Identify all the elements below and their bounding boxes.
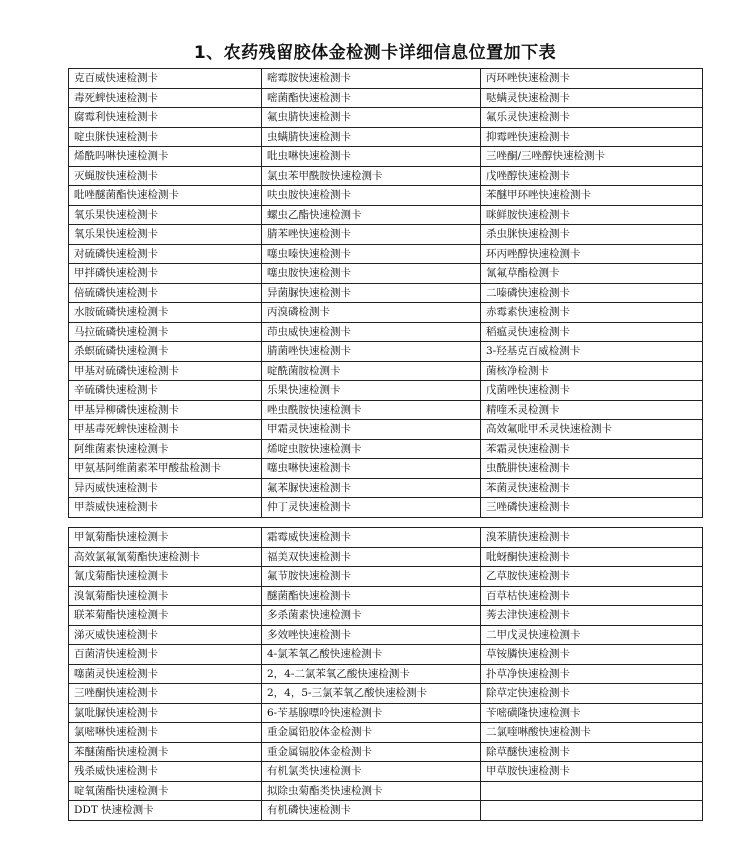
table-row bbox=[69, 586, 703, 606]
table-row bbox=[69, 381, 703, 401]
table-cell: 乐果快速检测卡 bbox=[262, 381, 481, 401]
table-row bbox=[69, 684, 703, 704]
table-cell: 哒螨灵快速检测卡 bbox=[481, 88, 703, 108]
table-cell: 腐霉利快速检测卡 bbox=[69, 108, 262, 128]
table-cell: 涕灭威快速检测卡 bbox=[69, 625, 262, 645]
table-cell: 丙环唑快速检测卡 bbox=[481, 69, 703, 89]
table-cell: 氯吡脲快速检测卡 bbox=[69, 703, 262, 723]
table-row bbox=[69, 664, 703, 684]
table-cell: 氰戊菊酯快速检测卡 bbox=[69, 567, 262, 587]
table-row bbox=[69, 781, 703, 801]
table-cell: 毒死蜱快速检测卡 bbox=[69, 88, 262, 108]
table-cell: 多效唑快速检测卡 bbox=[262, 625, 481, 645]
table-cell: 虫酰肼快速检测卡 bbox=[481, 459, 703, 479]
table-row bbox=[69, 528, 703, 548]
table-cell: 水胺硫磷快速检测卡 bbox=[69, 303, 262, 323]
table-row bbox=[69, 567, 703, 587]
table-cell: 甲基毒死蜱快速检测卡 bbox=[69, 420, 262, 440]
table-row bbox=[69, 742, 703, 762]
table-row bbox=[69, 244, 703, 264]
table-cell: 高效氯氟氰菊酯快速检测卡 bbox=[69, 547, 262, 567]
detection-card-table-1 bbox=[68, 68, 703, 518]
table-cell: 苄嘧磺隆快速检测卡 bbox=[481, 703, 703, 723]
table-cell: 联苯菊酯快速检测卡 bbox=[69, 606, 262, 626]
table-cell: 拟除虫菊酯类快速检测卡 bbox=[262, 781, 481, 801]
table-cell: 虫螨腈快速检测卡 bbox=[262, 127, 481, 147]
table-cell: 乙草胺快速检测卡 bbox=[481, 567, 703, 587]
table-cell: 噻虫胺快速检测卡 bbox=[262, 264, 481, 284]
table-cell: 马拉硫磷快速检测卡 bbox=[69, 322, 262, 342]
table-cell: 异菌脲快速检测卡 bbox=[262, 283, 481, 303]
table-cell: 扑草净快速检测卡 bbox=[481, 664, 703, 684]
table-cell: 螺虫乙酯快速检测卡 bbox=[262, 205, 481, 225]
table-cell: 腈苯唑快速检测卡 bbox=[262, 225, 481, 245]
table-cell: 甲萘威快速检测卡 bbox=[69, 498, 262, 518]
table-cell: 呋虫胺快速检测卡 bbox=[262, 186, 481, 206]
table-cell: 3-羟基克百威检测卡 bbox=[481, 342, 703, 362]
table-cell: 百草枯快速检测卡 bbox=[481, 586, 703, 606]
table-cell: 氧乐果快速检测卡 bbox=[69, 205, 262, 225]
table-row bbox=[69, 801, 703, 821]
table-cell: 苯菌灵快速检测卡 bbox=[481, 478, 703, 498]
table-cell: 苯醚菌酯快速检测卡 bbox=[69, 742, 262, 762]
table-cell: 三唑酮快速检测卡 bbox=[69, 684, 262, 704]
table-cell: 咪鲜胺快速检测卡 bbox=[481, 205, 703, 225]
table-cell: 辛硫磷快速检测卡 bbox=[69, 381, 262, 401]
table-cell: 腈菌唑快速检测卡 bbox=[262, 342, 481, 362]
table-cell: 环丙唑醇快速检测卡 bbox=[481, 244, 703, 264]
table-cell: 嘧菌酯快速检测卡 bbox=[262, 88, 481, 108]
table-cell: 百菌清快速检测卡 bbox=[69, 645, 262, 665]
table-cell: 氟苯脲快速检测卡 bbox=[262, 478, 481, 498]
table-row bbox=[69, 478, 703, 498]
table-row bbox=[69, 625, 703, 645]
table-cell bbox=[481, 781, 703, 801]
table-cell: 氰氟草酯检测卡 bbox=[481, 264, 703, 284]
table-cell: 烯酰吗啉快速检测卡 bbox=[69, 147, 262, 167]
table-cell: 阿维菌素快速检测卡 bbox=[69, 439, 262, 459]
table-row bbox=[69, 498, 703, 518]
table-cell: 霜霉威快速检测卡 bbox=[262, 528, 481, 548]
table-cell: 戊菌唑快速检测卡 bbox=[481, 381, 703, 401]
table-cell: 唑虫酰胺快速检测卡 bbox=[262, 400, 481, 420]
detection-card-table-2 bbox=[68, 527, 703, 821]
table-cell: 异丙威快速检测卡 bbox=[69, 478, 262, 498]
table-cell: 除草定快速检测卡 bbox=[481, 684, 703, 704]
table-cell: 氟虫腈快速检测卡 bbox=[262, 108, 481, 128]
table-row bbox=[69, 762, 703, 782]
table-cell: 有机氯类快速检测卡 bbox=[262, 762, 481, 782]
table-cell: 氟节胺快速检测卡 bbox=[262, 567, 481, 587]
table-cell: 啶氧菌酯快速检测卡 bbox=[69, 781, 262, 801]
table-row bbox=[69, 88, 703, 108]
table-row bbox=[69, 127, 703, 147]
table-row bbox=[69, 606, 703, 626]
table-cell: 倍硫磷快速检测卡 bbox=[69, 283, 262, 303]
table-cell: 甲拌磷快速检测卡 bbox=[69, 264, 262, 284]
table-cell: 多杀菌素快速检测卡 bbox=[262, 606, 481, 626]
table-cell: 抑霉唑快速检测卡 bbox=[481, 127, 703, 147]
table-cell: 残杀威快速检测卡 bbox=[69, 762, 262, 782]
page-title: 1、农药残留胶体金检测卡详细信息位置加下表 bbox=[193, 43, 557, 63]
table-row bbox=[69, 108, 703, 128]
table-cell: 二甲戊灵快速检测卡 bbox=[481, 625, 703, 645]
table-cell: 除草醚快速检测卡 bbox=[481, 742, 703, 762]
table-cell: 4-氯苯氧乙酸快速检测卡 bbox=[262, 645, 481, 665]
table-cell: 烯啶虫胺快速检测卡 bbox=[262, 439, 481, 459]
table-row bbox=[69, 361, 703, 381]
table-row bbox=[69, 645, 703, 665]
table-cell: 灭蝇胺快速检测卡 bbox=[69, 166, 262, 186]
table-cell: 醚菌酯快速检测卡 bbox=[262, 586, 481, 606]
table-cell: 6-苄基腺嘌呤快速检测卡 bbox=[262, 703, 481, 723]
table-cell: 嘧霉胺快速检测卡 bbox=[262, 69, 481, 89]
table-row bbox=[69, 225, 703, 245]
table-cell: 赤霉素快速检测卡 bbox=[481, 303, 703, 323]
table-row bbox=[69, 439, 703, 459]
table-cell: 苯霜灵快速检测卡 bbox=[481, 439, 703, 459]
table-cell: 二嗪磷快速检测卡 bbox=[481, 283, 703, 303]
table-cell: 克百威快速检测卡 bbox=[69, 69, 262, 89]
table-cell: 对硫磷快速检测卡 bbox=[69, 244, 262, 264]
table-cell: 三唑磷快速检测卡 bbox=[481, 498, 703, 518]
table-cell: 溴氰菊酯快速检测卡 bbox=[69, 586, 262, 606]
table-cell: 甲氰菊酯快速检测卡 bbox=[69, 528, 262, 548]
table-row bbox=[69, 205, 703, 225]
table-cell: 莠去津快速检测卡 bbox=[481, 606, 703, 626]
table-cell: 2，4，5-三氯苯氧乙酸快速检测卡 bbox=[262, 684, 481, 704]
table-cell: 氟乐灵快速检测卡 bbox=[481, 108, 703, 128]
table-cell: 丙溴磷检测卡 bbox=[262, 303, 481, 323]
table-row bbox=[69, 459, 703, 479]
table-cell: 啶酰菌胺检测卡 bbox=[262, 361, 481, 381]
table-cell: 溴苯腈快速检测卡 bbox=[481, 528, 703, 548]
table-cell: 精喹禾灵检测卡 bbox=[481, 400, 703, 420]
table-cell: 甲霜灵快速检测卡 bbox=[262, 420, 481, 440]
table-row bbox=[69, 703, 703, 723]
table-cell: 甲草胺快速检测卡 bbox=[481, 762, 703, 782]
table-cell: 甲氨基阿维菌素苯甲酸盐检测卡 bbox=[69, 459, 262, 479]
table-cell: 杀虫脒快速检测卡 bbox=[481, 225, 703, 245]
table-cell: DDT 快速检测卡 bbox=[69, 801, 262, 821]
table-cell: 重金属镉胶体金检测卡 bbox=[262, 742, 481, 762]
table-cell: 啶虫脒快速检测卡 bbox=[69, 127, 262, 147]
table-cell: 2，4-二氯苯氧乙酸快速检测卡 bbox=[262, 664, 481, 684]
table-cell: 甲基对硫磷快速检测卡 bbox=[69, 361, 262, 381]
table-cell: 稻瘟灵快速检测卡 bbox=[481, 322, 703, 342]
table-row bbox=[69, 342, 703, 362]
table-cell: 氯嘧啉快速检测卡 bbox=[69, 723, 262, 743]
table-cell: 三唑酮/三唑醇快速检测卡 bbox=[481, 147, 703, 167]
table-cell: 氯虫苯甲酰胺快速检测卡 bbox=[262, 166, 481, 186]
table-cell: 二氯喹啉酸快速检测卡 bbox=[481, 723, 703, 743]
table-cell: 氧乐果快速检测卡 bbox=[69, 225, 262, 245]
table-cell: 噻虫啉快速检测卡 bbox=[262, 459, 481, 479]
table-cell: 高效氟吡甲禾灵快速检测卡 bbox=[481, 420, 703, 440]
table-cell: 甲基异柳磷快速检测卡 bbox=[69, 400, 262, 420]
table-cell: 有机磷快速检测卡 bbox=[262, 801, 481, 821]
table-row bbox=[69, 547, 703, 567]
table-row bbox=[69, 322, 703, 342]
table-row bbox=[69, 264, 703, 284]
table-cell: 吡蚜酮快速检测卡 bbox=[481, 547, 703, 567]
table-cell: 噻菌灵快速检测卡 bbox=[69, 664, 262, 684]
table-cell: 草铵膦快速检测卡 bbox=[481, 645, 703, 665]
table-row bbox=[69, 147, 703, 167]
table-cell: 福美双快速检测卡 bbox=[262, 547, 481, 567]
table-row bbox=[69, 723, 703, 743]
table-cell: 噻虫嗪快速检测卡 bbox=[262, 244, 481, 264]
table-cell: 杀螟硫磷快速检测卡 bbox=[69, 342, 262, 362]
table-cell: 吡唑醚菌酯快速检测卡 bbox=[69, 186, 262, 206]
table-cell: 吡虫啉快速检测卡 bbox=[262, 147, 481, 167]
table-row bbox=[69, 303, 703, 323]
table-cell: 重金属铅胶体金检测卡 bbox=[262, 723, 481, 743]
table-cell: 戊唑醇快速检测卡 bbox=[481, 166, 703, 186]
table-cell bbox=[481, 801, 703, 821]
table-row bbox=[69, 69, 703, 89]
table-row bbox=[69, 283, 703, 303]
table-cell: 仲丁灵快速检测卡 bbox=[262, 498, 481, 518]
table-cell: 苯醚甲环唑快速检测卡 bbox=[481, 186, 703, 206]
table-row bbox=[69, 166, 703, 186]
table-row bbox=[69, 420, 703, 440]
table-row bbox=[69, 186, 703, 206]
table-row bbox=[69, 400, 703, 420]
table-cell: 菌核净检测卡 bbox=[481, 361, 703, 381]
table-cell: 茚虫威快速检测卡 bbox=[262, 322, 481, 342]
